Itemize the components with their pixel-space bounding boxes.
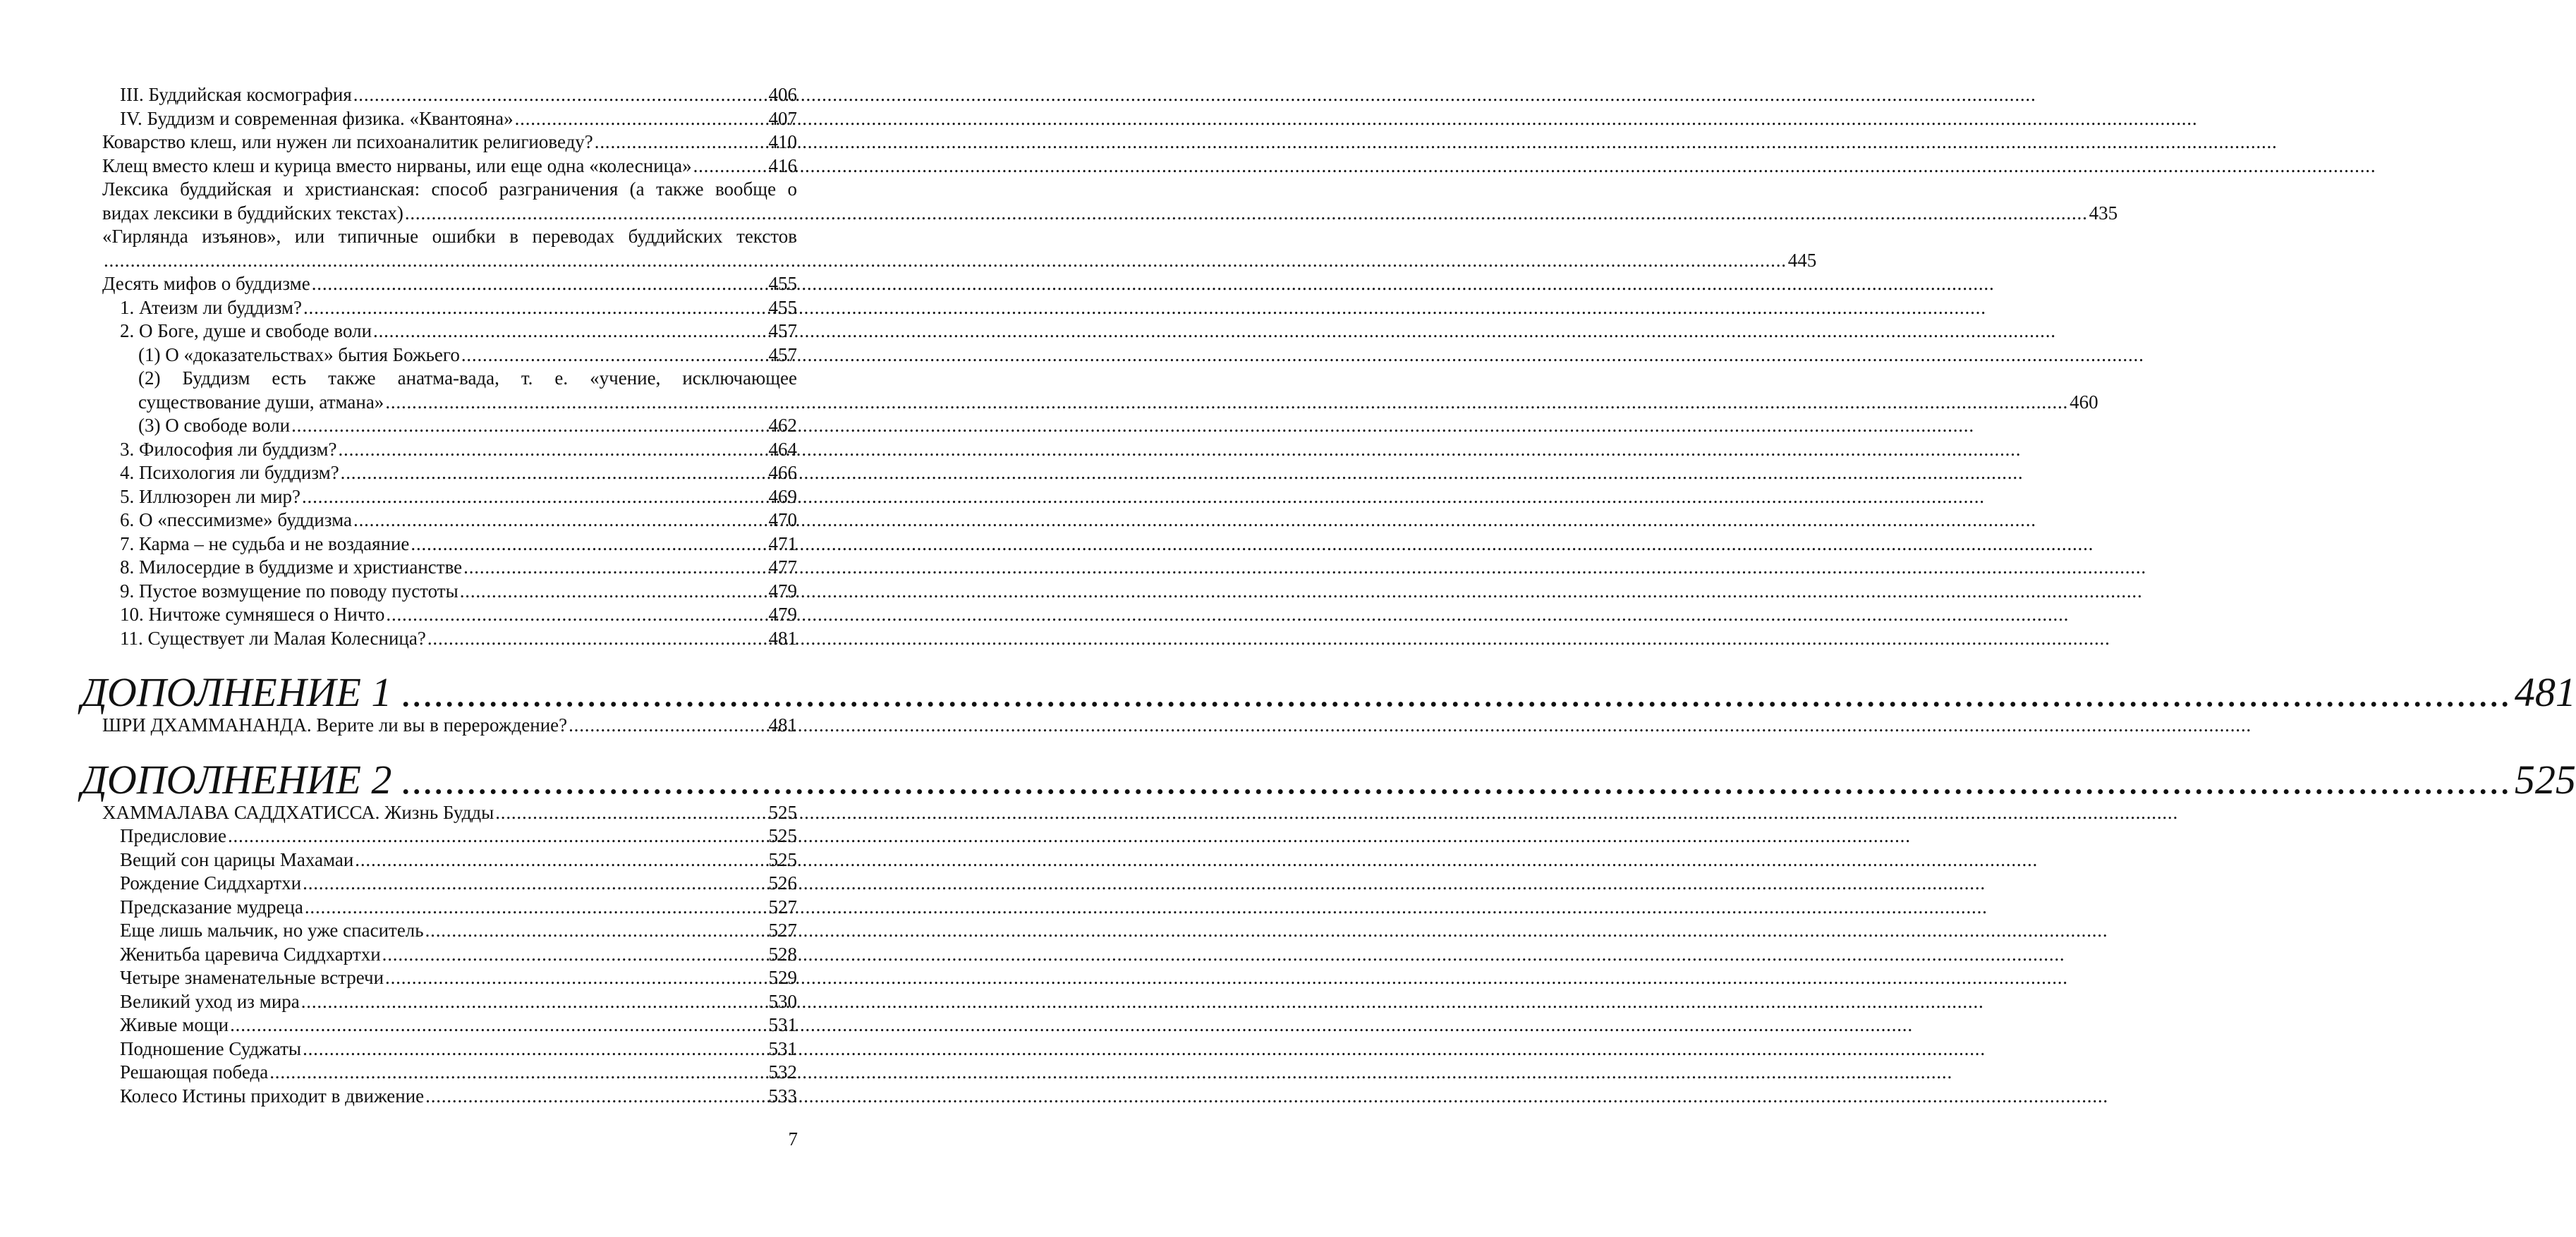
toc-entry-title: Решающая победа xyxy=(120,1061,269,1083)
toc-entry-title: III. Буддийская космография xyxy=(120,84,352,105)
toc-entry-page: 533 xyxy=(768,1085,797,1107)
leader-dots xyxy=(385,966,767,990)
toc-entry[interactable] xyxy=(102,485,797,509)
toc-entry-title: 2. О Боге, душе и свободе воли xyxy=(120,320,372,341)
toc-entry-page: 527 xyxy=(768,896,797,918)
toc-entry-title: 9. Пустое возмущение по поводу пустоты xyxy=(120,580,458,602)
toc-entry[interactable] xyxy=(102,1061,797,1085)
toc-entry-title-cont: видах лексики в буддийских текстах) xyxy=(102,202,403,224)
toc-entry-page: 525 xyxy=(768,848,797,870)
toc-section-appendix-2 xyxy=(102,801,797,1109)
leader-dots xyxy=(427,627,767,651)
toc-entry-page: 479 xyxy=(768,604,797,625)
toc-entry-page: 481 xyxy=(768,714,797,736)
toc-entry-page: 526 xyxy=(768,872,797,894)
toc-entry-title: Еще лишь мальчик, но уже спаситель xyxy=(120,920,424,941)
toc-entry-page: 455 xyxy=(768,273,797,294)
leader-dots xyxy=(373,319,767,343)
toc-entry-page: 471 xyxy=(768,532,797,554)
toc-entry[interactable] xyxy=(102,556,797,580)
toc-entry-page: 464 xyxy=(768,438,797,460)
toc-entry[interactable] xyxy=(102,508,797,532)
toc-entry-title: 1. Атеизм ли буддизм? xyxy=(120,296,302,318)
toc-entry-title: ШРИ ДХАММАНАНДА. Верите ли вы в перерождение? xyxy=(102,714,568,736)
leader-dots xyxy=(411,532,767,556)
toc-entry[interactable] xyxy=(102,580,797,604)
appendix-1-heading[interactable] xyxy=(81,669,2576,715)
toc-entry[interactable] xyxy=(102,627,797,651)
toc-entry-page: 525 xyxy=(768,825,797,846)
toc-entry-page: 528 xyxy=(768,943,797,965)
toc-entry-page: 457 xyxy=(768,320,797,341)
toc-entry-title: (3) О свободе воли xyxy=(138,415,291,436)
toc-entry-title: Великий уход из мира xyxy=(120,990,300,1012)
leader-dots xyxy=(382,943,767,967)
toc-entry-page: 477 xyxy=(768,556,797,578)
toc-entry[interactable] xyxy=(102,296,797,320)
toc-entry-page: 531 xyxy=(768,1014,797,1035)
leader-dots xyxy=(515,107,767,131)
leader-dots xyxy=(303,296,767,320)
toc-entry-title: 11. Существует ли Малая Колесница? xyxy=(120,627,426,649)
toc-entry[interactable] xyxy=(102,343,797,367)
page-number: 7 xyxy=(788,1128,798,1150)
toc-entry-title: Предисловие xyxy=(120,825,226,846)
toc-entry[interactable] xyxy=(102,943,797,967)
toc-section-myths-cont xyxy=(102,414,797,650)
toc-entry[interactable] xyxy=(102,966,797,990)
toc-entry-title: «Гирлянда изъянов», или типичные ошибки в переводах буддийских текстов xyxy=(102,226,797,247)
leader-dots xyxy=(425,1085,767,1109)
leader-dots xyxy=(228,824,767,848)
leader-dots xyxy=(460,580,767,604)
toc-entry-garland[interactable] xyxy=(102,225,1817,272)
leader-dots xyxy=(425,919,767,943)
toc-entry-page: 407 xyxy=(768,107,797,129)
toc-entry[interactable] xyxy=(102,532,797,556)
leader-dots xyxy=(303,1037,767,1061)
leader-dots xyxy=(353,83,767,107)
leader-dots xyxy=(338,438,767,462)
toc-entry-anatma[interactable] xyxy=(102,367,2098,414)
toc-entry-title: 5. Иллюзорен ли мир? xyxy=(120,485,300,507)
leader-dots xyxy=(405,202,2088,226)
toc-entry-page: 455 xyxy=(768,296,797,318)
toc-entry-page: 532 xyxy=(768,1061,797,1083)
leader-dots xyxy=(302,485,767,509)
toc-entry-page: 530 xyxy=(768,990,797,1012)
toc-entry[interactable] xyxy=(102,1013,797,1037)
toc-entry[interactable] xyxy=(102,714,797,738)
toc-entry-page: 457 xyxy=(768,343,797,365)
leader-dots xyxy=(312,272,767,296)
toc-entry[interactable] xyxy=(102,438,797,462)
toc-entry-page: 470 xyxy=(768,509,797,530)
toc-entry-page: 527 xyxy=(768,920,797,941)
leader-dots xyxy=(303,872,767,896)
toc-entry[interactable] xyxy=(102,83,797,107)
toc-entry[interactable] xyxy=(102,1085,797,1109)
toc-entry-title: Коварство клеш, или нужен ли психоаналитик религиоведу? xyxy=(102,131,593,152)
toc-entry-title: Женитьба царевича Сиддхартхи xyxy=(120,943,381,965)
toc-entry-page: 445 xyxy=(1787,249,1817,271)
toc-entry[interactable] xyxy=(102,461,797,485)
toc-entry[interactable] xyxy=(102,801,797,825)
toc-entry-title: Клещ вместо клеш и курица вместо нирваны, или еще одна «колесница» xyxy=(102,154,692,176)
leader-dots xyxy=(305,896,767,920)
toc-entry-page: 460 xyxy=(2070,391,2098,413)
toc-entry-page: 416 xyxy=(768,154,797,176)
toc-entry-title: 7. Карма – не судьба и не воздаяние xyxy=(120,532,410,554)
toc-entry-page: 469 xyxy=(768,485,797,507)
leader-dots xyxy=(301,990,767,1014)
toc-entry-title: Четыре знаменательные встречи xyxy=(120,967,384,988)
toc-entry-title-cont: существование души, атмана» xyxy=(138,391,384,413)
toc-entry-page: 410 xyxy=(768,131,797,152)
toc-entry-page: 435 xyxy=(2089,202,2118,224)
appendix-2-heading[interactable] xyxy=(81,756,2576,803)
toc-entry-page: 525 xyxy=(768,801,797,823)
toc-entry[interactable] xyxy=(102,130,797,154)
toc-entry-title: 4. Психология ли буддизм? xyxy=(120,462,339,483)
leader-dots xyxy=(355,848,767,872)
toc-section-myths xyxy=(102,272,797,367)
toc-entry[interactable] xyxy=(102,319,797,343)
leader-dots xyxy=(461,343,767,367)
toc-entry-title: Десять мифов о буддизме xyxy=(102,273,310,294)
toc-entry-title: Подношение Суджаты xyxy=(120,1037,302,1059)
toc-entry-page: 481 xyxy=(768,627,797,649)
toc-entry-title: Предсказание мудреца xyxy=(120,896,303,918)
leader-dots xyxy=(353,508,767,532)
appendix-page: 481 xyxy=(2514,669,2576,715)
leader-dots xyxy=(385,391,2068,415)
toc-entry-title: 6. О «пессимизме» буддизма xyxy=(120,509,353,530)
toc-entry-page: 466 xyxy=(768,462,797,483)
toc-section-top xyxy=(102,83,797,178)
toc-entry-title: (1) О «доказательствах» бытия Божьего xyxy=(138,343,460,365)
toc-entry[interactable] xyxy=(102,990,797,1014)
table-of-contents xyxy=(81,83,2576,1108)
toc-entry-page: 462 xyxy=(768,415,797,436)
toc-entry-title: Лексика буддийская и христианская: способ разграничения (а также вообще о xyxy=(102,178,797,200)
leader-dots xyxy=(341,461,767,485)
leader-dots xyxy=(291,414,767,438)
toc-entry-title: Колесо Истины приходит в движение xyxy=(120,1085,425,1107)
leader-dots xyxy=(495,801,767,825)
toc-entry[interactable] xyxy=(102,919,797,943)
appendix-title: ДОПОЛНЕНИЕ 2 xyxy=(81,756,392,803)
toc-entry-title: Рождение Сиддхартхи xyxy=(120,872,302,894)
appendix-title: ДОПОЛНЕНИЕ 1 xyxy=(81,669,392,715)
toc-entry-title: 8. Милосердие в буддизме и христианстве xyxy=(120,556,463,578)
toc-entry[interactable] xyxy=(102,272,797,296)
toc-entry[interactable] xyxy=(102,603,797,627)
leader-dots xyxy=(693,154,767,178)
leader-dots xyxy=(104,249,1787,273)
toc-entry-title: Вещий сон царицы Махамаи xyxy=(120,848,354,870)
leader-dots xyxy=(401,759,2512,801)
leader-dots xyxy=(595,130,767,154)
toc-entry[interactable] xyxy=(102,872,797,896)
toc-entry-title: ХАММАЛАВА САДДХАТИССА. Жизнь Будды xyxy=(102,801,494,823)
leader-dots xyxy=(230,1013,767,1037)
toc-entry[interactable] xyxy=(102,414,797,438)
toc-entry-page: 479 xyxy=(768,580,797,602)
leader-dots xyxy=(386,603,767,627)
toc-entry-title: IV. Буддизм и современная физика. «Квантояна» xyxy=(120,107,514,129)
toc-section-appendix-1 xyxy=(102,714,797,738)
toc-entry[interactable] xyxy=(102,848,797,872)
toc-entry-page: 531 xyxy=(768,1037,797,1059)
toc-entry[interactable] xyxy=(102,896,797,920)
toc-entry[interactable] xyxy=(102,824,797,848)
toc-entry-page: 406 xyxy=(768,84,797,105)
appendix-page: 525 xyxy=(2514,756,2576,803)
leader-dots xyxy=(463,556,767,580)
toc-entry[interactable] xyxy=(102,1037,797,1061)
leader-dots xyxy=(401,671,2512,714)
toc-entry-lexics[interactable] xyxy=(102,178,2118,225)
toc-entry-title: Живые мощи xyxy=(120,1014,229,1035)
leader-dots xyxy=(569,714,767,738)
toc-entry-title: (2) Буддизм есть также анатма-вада, т. е. «учение, исключающее xyxy=(138,367,797,389)
leader-dots xyxy=(269,1061,767,1085)
toc-entry[interactable] xyxy=(102,107,797,131)
toc-entry-title: 10. Ничтоже сумняшеся о Ничто xyxy=(120,604,385,625)
toc-entry-title: 3. Философия ли буддизм? xyxy=(120,438,337,460)
toc-entry[interactable] xyxy=(102,154,797,178)
toc-entry-page: 529 xyxy=(768,967,797,988)
